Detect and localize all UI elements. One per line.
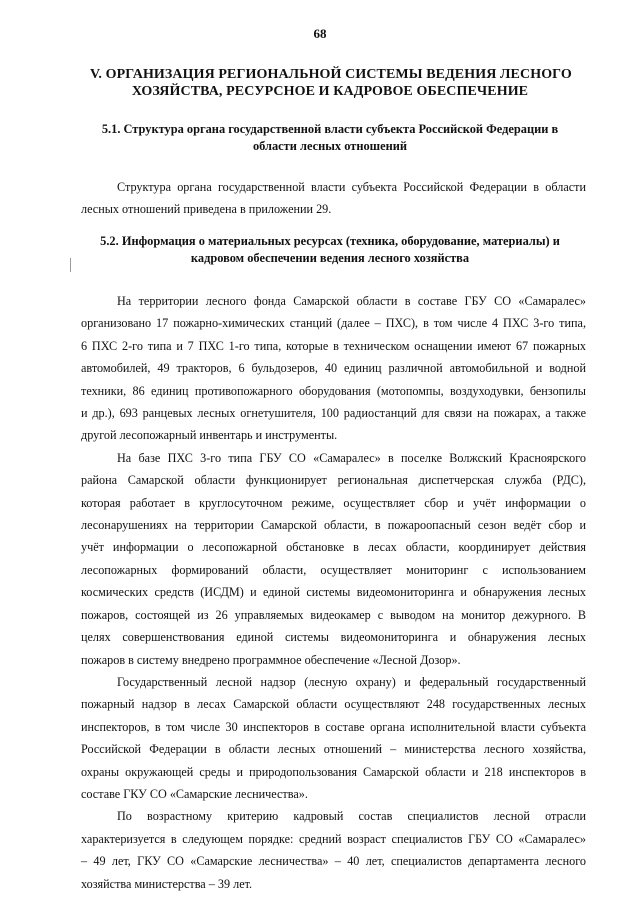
text-line: которая работает в круглосуточном режиме, осуществляет сбор и учёт информации о [81, 495, 586, 510]
text-line: Российской Федерации в области лесных отношений – министерства лесного хозяйства, [81, 742, 586, 757]
text-line: района Самарской области функционирует региональная диспетчерская служба (РДС), [81, 473, 586, 488]
text-line: охраны окружающей среды и природопользования Самарской области и 218 инспекторов в [81, 764, 586, 779]
section-5-2-title [95, 233, 565, 267]
text-line: Структура органа государственной власти субъекта Российской Федерации в области [117, 180, 586, 194]
section-5-1-paragraph [81, 176, 586, 221]
text-line: лесных отношений приведена в приложении 29. [81, 202, 332, 217]
text-line: По возрастному критерию кадровый состав специалистов лесной отрасли [117, 809, 586, 824]
text-line: пожаров, состоящей из 26 управляемых видеокамер с выводом на монитор дежурного. В [81, 607, 586, 622]
text-line: пожарный надзор в лесах Самарской области осуществляют 248 государственных лесных [81, 697, 586, 712]
text-line: другой лесопожарный инвентарь и инструменты. [81, 428, 338, 443]
section-5-2-body [81, 290, 586, 895]
margin-mark [70, 258, 71, 272]
text-line: На территории лесного фонда Самарской области в составе ГБУ СО «Самаралес» [117, 294, 586, 308]
text-line: автомобилей, 49 тракторов, 6 бульдозеров, 40 единиц различной автомобильной и водной [81, 361, 586, 376]
text-line: хозяйства министерства – 39 лет. [81, 876, 253, 891]
text-line: и др.), 693 ранцевых лесных огнетушителя, 100 радиостанций для связи на пожарах, а также [81, 406, 586, 421]
section-5-1-title-line-2: области лесных отношений [252, 139, 408, 153]
text-line: лесопожарных формирований области, осуществляет мониторинг с использованием [81, 562, 586, 577]
text-line: характеризуется в следующем порядке: средний возраст специалистов ГБУ СО «Самаралес» [81, 831, 586, 846]
text-line: На базе ПХС 3-го типа ГБУ СО «Самаралес» в поселке Волжский Красноярского [117, 450, 586, 465]
page-number: 68 [313, 26, 327, 41]
text-line: космических средств (ИСДМ) и единой системы видеомониторинга и обнаружения лесных [81, 585, 586, 600]
chapter-title-line-1: V. ОРГАНИЗАЦИЯ РЕГИОНАЛЬНОЙ СИСТЕМЫ ВЕДЕНИЯ ЛЕСНОГО [90, 67, 572, 82]
text-line: техники, 86 единиц противопожарного оборудования (мотопомпы, воздуходувки, бензопилы [81, 383, 586, 398]
text-line: – 49 лет, ГКУ СО «Самарские лесничества» – 40 лет, специалистов департамента лесного [81, 854, 586, 869]
text-line: учёт информации о лесопожарной обстановке в лесах области, координирует действия [81, 540, 586, 555]
chapter-title [90, 66, 570, 100]
text-line: Государственный лесной надзор (лесную охрану) и федеральный государственный [117, 674, 586, 689]
text-line: целях совершенствования единой системы видеомониторинга и обнаружения лесных [81, 630, 586, 645]
text-line: лесонарушениях на территории Самарской области, в пожароопасный сезон ведёт сбор и [81, 518, 586, 533]
text-line: организовано 17 пожарно-химических станций (далее – ПХС), в том числе 4 ПХС 3-го типа, [81, 316, 586, 331]
chapter-title-line-2: ХОЗЯЙСТВА, РЕСУРСНОЕ И КАДРОВОЕ ОБЕСПЕЧЕНИЕ [131, 84, 529, 99]
section-5-2-title-line-2: кадровом обеспечении ведения лесного хозяйства [190, 251, 470, 265]
section-5-1-title-line-1: 5.1. Структура органа государственной власти субъекта Российской Федерации в [101, 122, 559, 136]
section-5-1-title [95, 121, 565, 155]
text-line: 6 ПХС 2-го типа и 7 ПХС 1-го типа, которые в техническом оснащении имеют 67 пожарных [81, 338, 586, 353]
section-5-2-title-line-1: 5.2. Информация о материальных ресурсах (техника, оборудование, материалы) и [100, 234, 560, 248]
text-line: составе ГКУ СО «Самарские лесничества». [81, 786, 308, 801]
text-line: пожаров в систему внедрено программное обеспечение «Лесной Дозор». [81, 652, 461, 667]
text-line: инспекторов, в том числе 30 инспекторов в составе органа исполнительной власти субъекта [81, 719, 586, 734]
